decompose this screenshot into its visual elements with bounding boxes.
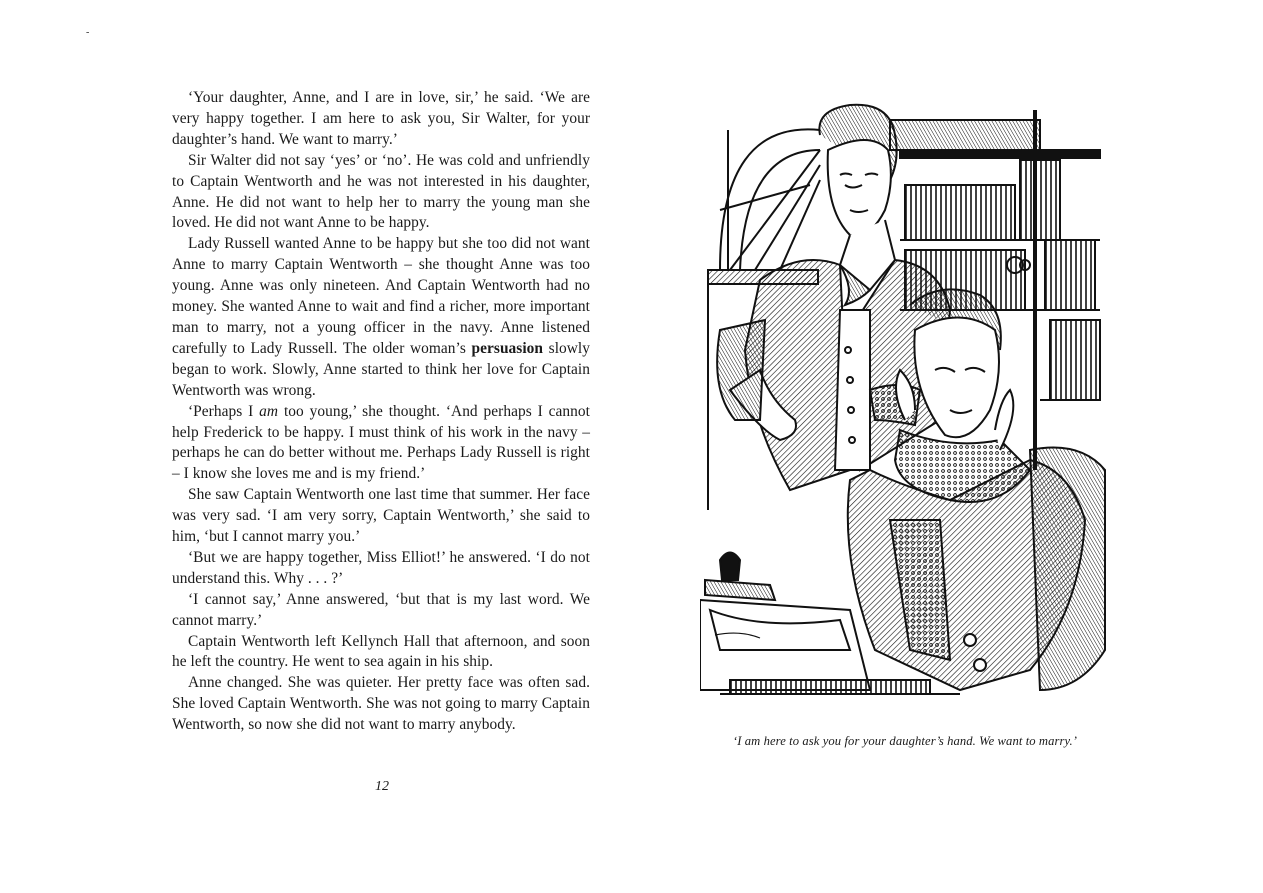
paragraph-text: Lady Russell wanted Anne to be happy but she too did not want Anne to marry Captain Wentworth – she thought Anne was too young. Anne was only nineteen. And Captain Wentworth had no money. She wanted Anne to wait and find a richer, more important man to marry, not a young officer in the navy. Anne listened carefully to Lady Russell. The older woman’s bbox=[172, 235, 590, 357]
paragraph-text: Anne changed. She was quieter. Her pretty face was often sad. She loved Captain Wentworth. She was not going to marry Captain Wentworth, so now she did not want to marry anybody. bbox=[172, 674, 590, 734]
paragraph-text: ‘Your daughter, Anne, and I are in love, sir,’ he said. ‘We are very happy together. I am here to ask you, Sir Walter, for your daughter’s hand. We want to marry.’ bbox=[172, 89, 590, 148]
paragraph-text: Sir Walter did not say ‘yes’ or ‘no’. He was cold and unfriendly to Captain Wentworth and he was not interested in his daughter, Anne. He did not want to help her to marry the young man she loved. He did not want Anne to be happy. bbox=[172, 151, 590, 232]
paragraph-text: too young,’ she thought. ‘And perhaps I cannot help Frederick to be happy. I must think of his work in the navy – perhaps he can do better without me. Perhaps Lady Russell is right – I know she loves me and is my friend.’ bbox=[172, 402, 590, 483]
glossary-word-persuasion: persuasion bbox=[471, 339, 544, 357]
paragraph-text: She saw Captain Wentworth one last time that summer. Her face was very sad. ‘I am very sorry, Captain Wentworth,’ she said to him, ‘but I cannot marry you.’ bbox=[172, 486, 590, 546]
paragraph-1 bbox=[172, 88, 590, 151]
paragraph-8 bbox=[172, 632, 590, 674]
text-page bbox=[172, 88, 590, 736]
paragraph-7 bbox=[172, 590, 590, 632]
illustration-caption: ‘I am here to ask you for your daughter’s hand. We want to marry.’ bbox=[732, 734, 1078, 748]
paragraph-3 bbox=[172, 234, 590, 401]
emphasis-am: am bbox=[259, 402, 279, 420]
corner-mark: - bbox=[86, 27, 90, 38]
paragraph-text: Captain Wentworth left Kellynch Hall that afternoon, and soon he left the country. He went to sea again in his ship. bbox=[172, 632, 590, 671]
paragraph-text: slowly began to work. Slowly, Anne started to think her love for Captain Wentworth was wrong. bbox=[172, 339, 590, 399]
paragraph-9 bbox=[172, 673, 590, 736]
illustration-library-scene bbox=[700, 90, 1110, 722]
paragraph-4 bbox=[172, 402, 590, 486]
paragraph-6 bbox=[172, 548, 590, 590]
paragraph-text: ‘But we are happy together, Miss Elliot!’ he answered. ‘I do not understand this. Why . . . ?’ bbox=[172, 548, 590, 587]
paragraph-text: ‘Perhaps I bbox=[188, 402, 260, 420]
chair bbox=[1030, 448, 1105, 691]
paragraph-5 bbox=[172, 485, 590, 548]
paragraph-2 bbox=[172, 151, 590, 235]
standing-man bbox=[717, 105, 950, 490]
paragraph-text: ‘I cannot say,’ Anne answered, ‘but that is my last word. We cannot marry.’ bbox=[172, 590, 590, 629]
page-number: 12 bbox=[375, 779, 389, 794]
